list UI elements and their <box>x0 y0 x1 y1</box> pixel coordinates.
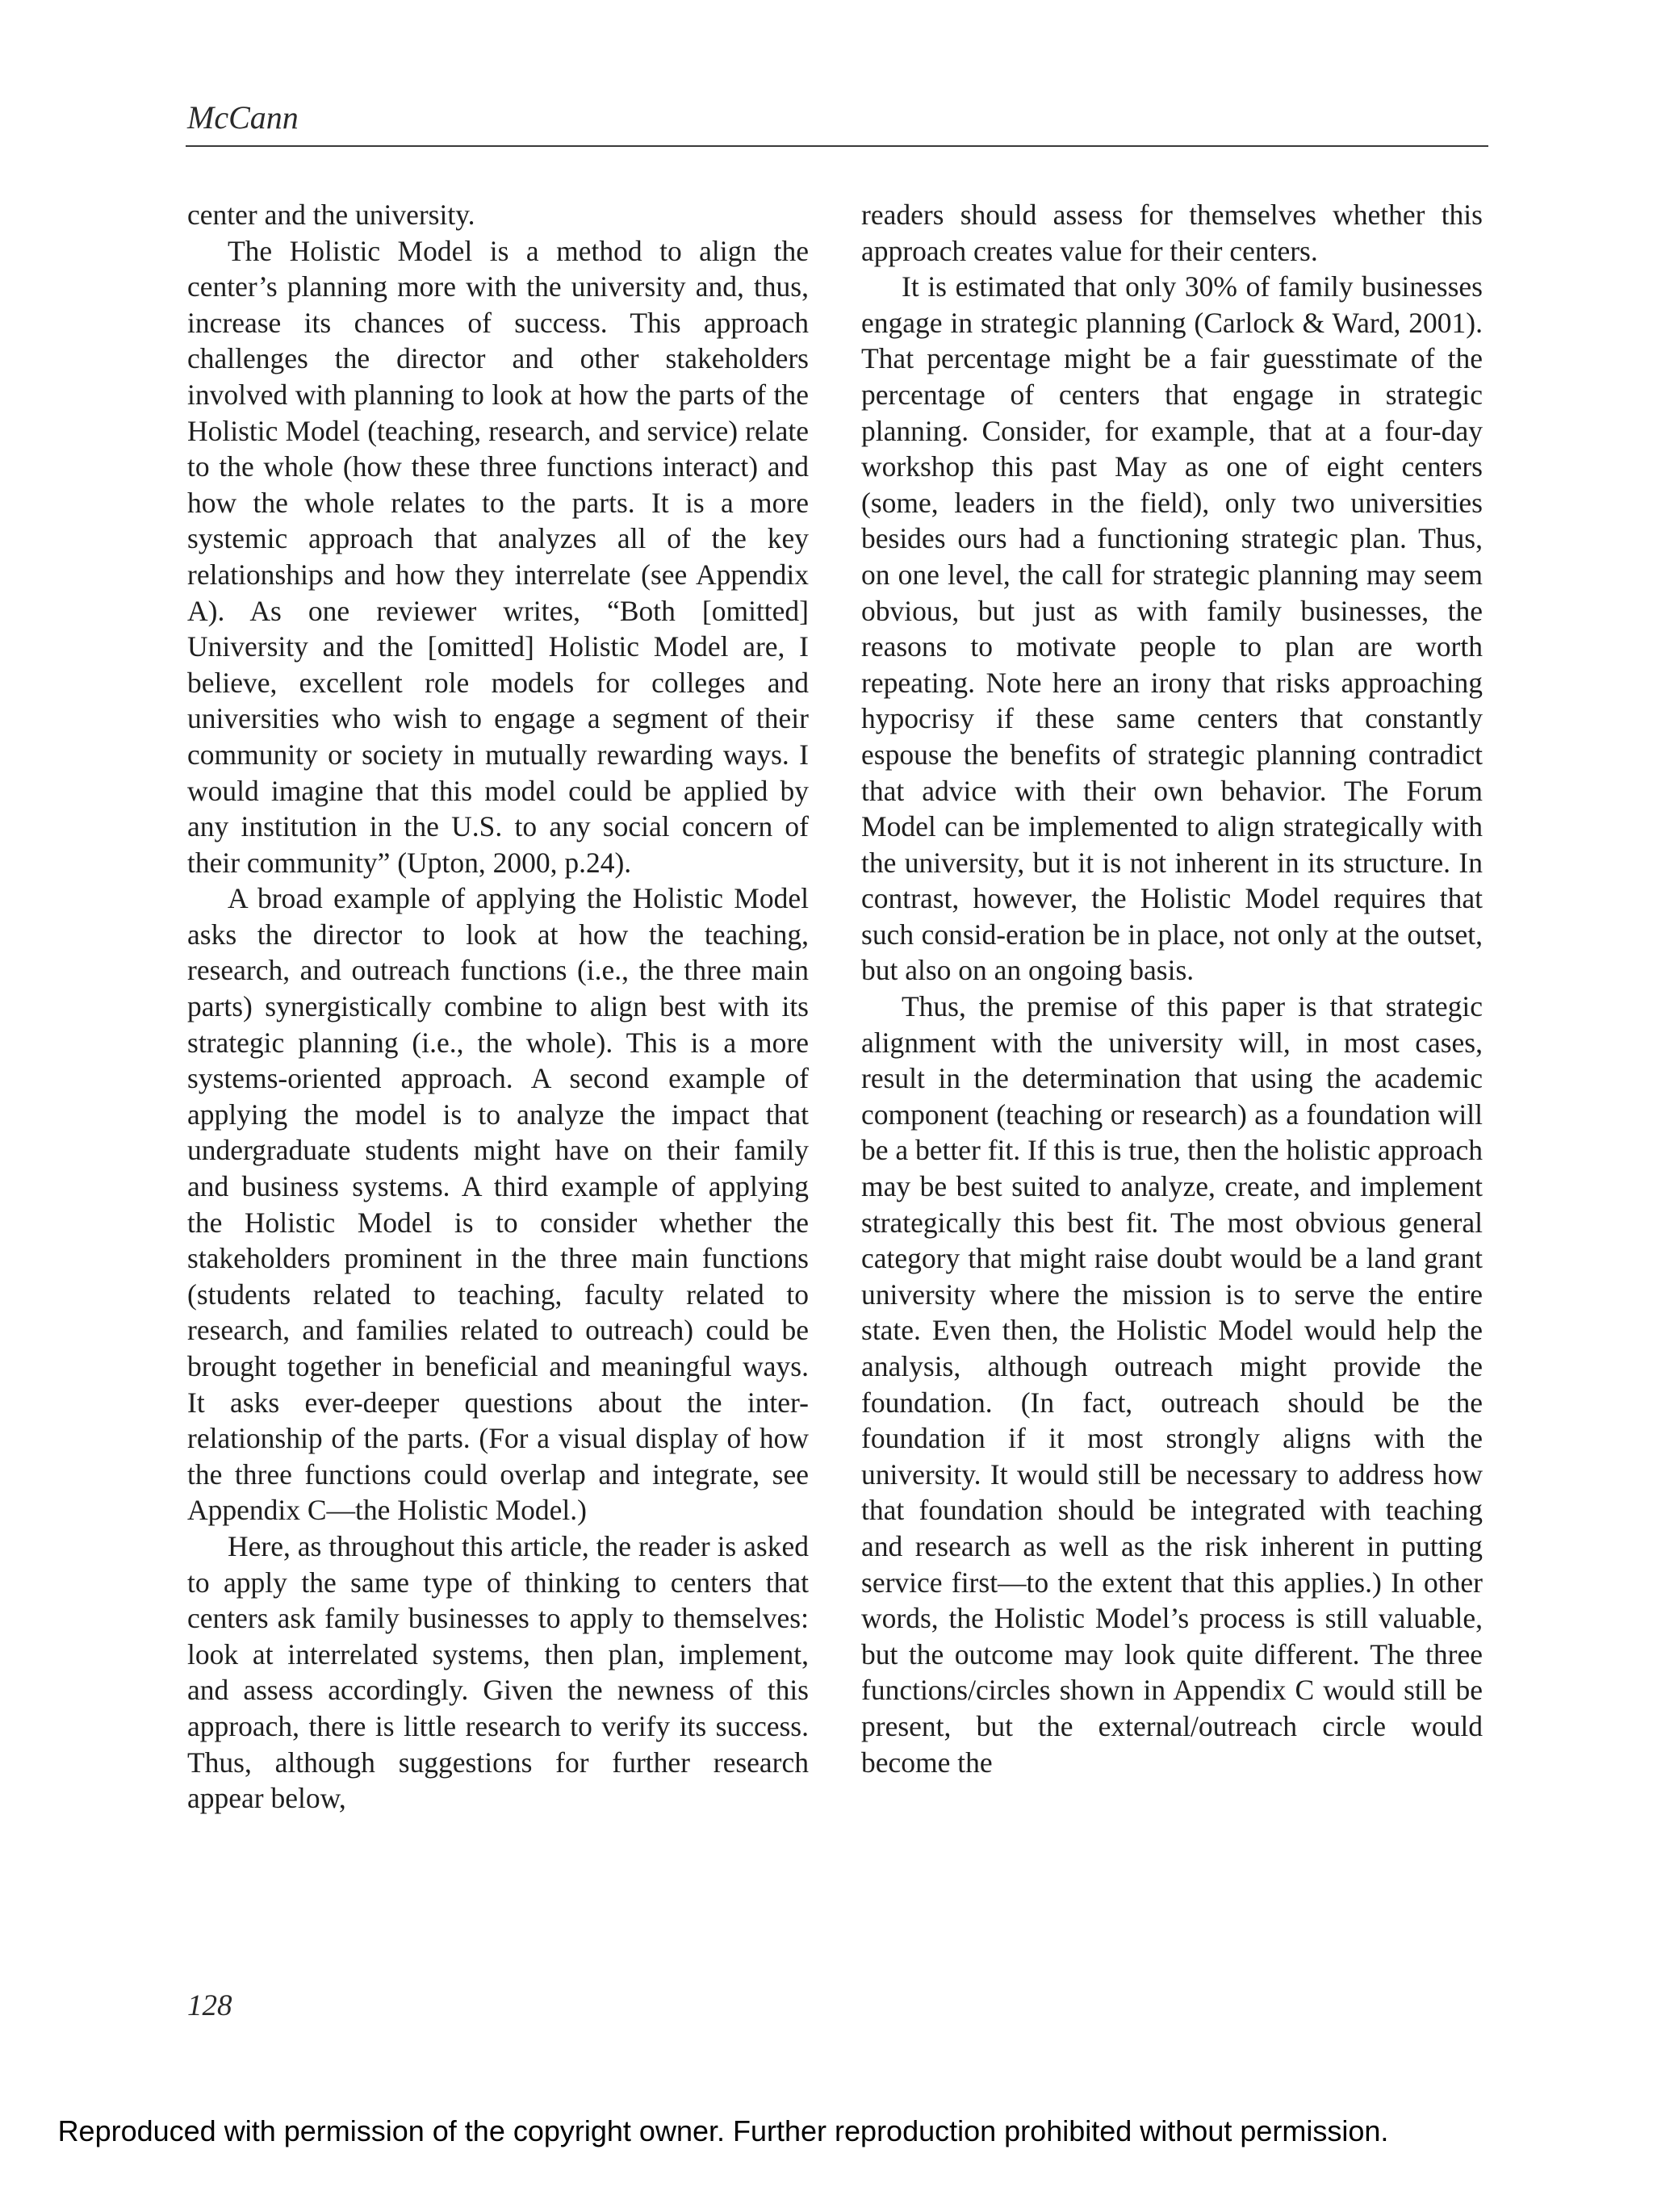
paragraph: Thus, the premise of this paper is that strategic alignment with the university will, in most cases, result in the determination that using the academic component (teaching or research) as a foundation will be a better fit. If this is true, then the holistic approach may be best suited to analyze, create, and implement strategically this best fit. The most obvious general category that might raise doubt would be a land grant university where the mission is to serve the entire state. Even then, the Holistic Model would help the analysis, although outreach might provide the foundation. (In fact, outreach should be the foundation if it most strongly aligns with the university. It would still be necessary to address how that foundation should be integrated with teaching and research as well as the risk inherent in putting service first—to the extent that this applies.) In other words, the Holistic Model’s process is still valuable, but the outcome may look quite different. The three functions/circles shown in Appendix C would still be present, but the external/outreach circle would become the <box>861 990 1483 1779</box>
paragraph: It is estimated that only 30% of family businesses engage in strategic planning (Carlock & Ward, 2001). That percentage might be a fair guesstimate of the percentage of centers that engage in strategic planning. Consider, for example, that at a four-day workshop this past May as one of eight centers (some, leaders in the field), only two universities besides ours had a functioning strategic plan. Thus, on one level, the call for strategic planning may seem obvious, but just as with family businesses, the reasons to motivate people to plan are worth repeating. Note here an irony that risks approaching hypocrisy if these same centers that constantly espouse the benefits of strategic planning contradict that advice with their own behavior. The Forum Model can be implemented to align strategically with the university, but it is not inherent in its structure. In contrast, however, the Holistic Model requires that such consid-eration be in place, not only at the outset, but also on an ongoing basis. <box>861 270 1483 987</box>
paragraph: readers should assess for themselves whether this approach creates value for their centers. <box>861 199 1483 267</box>
page-number: 128 <box>187 1989 232 2022</box>
paragraph: center and the university. <box>187 199 475 231</box>
running-head: McCann <box>187 99 299 136</box>
paragraph: The Holistic Model is a method to align the center’s planning more with the university and, thus, increase its chances of success. This approach challenges the director and other stakeholders involved with planning to look at how the parts of the Holistic Model (teaching, research, and service) relate to the whole (how these three functions interact) and how the whole relates to the parts. It is a more systemic approach that analyzes all of the key relationships and how they interrelate (see Appendix A). As one reviewer writes, “Both [omitted] University and the [omitted] Holistic Model are, I believe, excellent role models for colleges and universities who wish to engage a segment of their community or society in mutually rewarding ways. I would imagine that this model could be applied by any institution in the U.S. to any social concern of their community” (Upton, 2000, p.24). <box>187 234 809 879</box>
copyright-notice: Reproduced with permission of the copyright owner. Further reproduction prohibited without permission. <box>57 2114 1389 2147</box>
right-column <box>861 197 1483 1780</box>
left-column <box>187 197 809 1817</box>
header-rule <box>186 145 1488 147</box>
paragraph: A broad example of applying the Holistic Model asks the director to look at how the teaching, research, and outreach functions (i.e., the three main parts) synergistically combine to align best with its strategic planning (i.e., the whole). This is a more systems-oriented approach. A second example of applying the model is to analyze the impact that undergraduate students might have on their family and business systems. A third example of applying the Holistic Model is to consider whether the stakeholders prominent in the three main functions (students related to teaching, faculty related to research, and families related to outreach) could be brought together in beneficial and meaningful ways. It asks ever-deeper questions about the inter-relationship of the parts. (For a visual display of how the three functions could overlap and integrate, see Appendix C—the Holistic Model.) <box>187 882 809 1527</box>
paragraph: Here, as throughout this article, the reader is asked to apply the same type of thinking to centers that centers ask family businesses to apply to themselves: look at interrelated systems, then plan, implement, and assess accordingly. Given the newness of this approach, there is little research to verify its success. Thus, although suggestions for further research appear below, <box>187 1529 809 1815</box>
